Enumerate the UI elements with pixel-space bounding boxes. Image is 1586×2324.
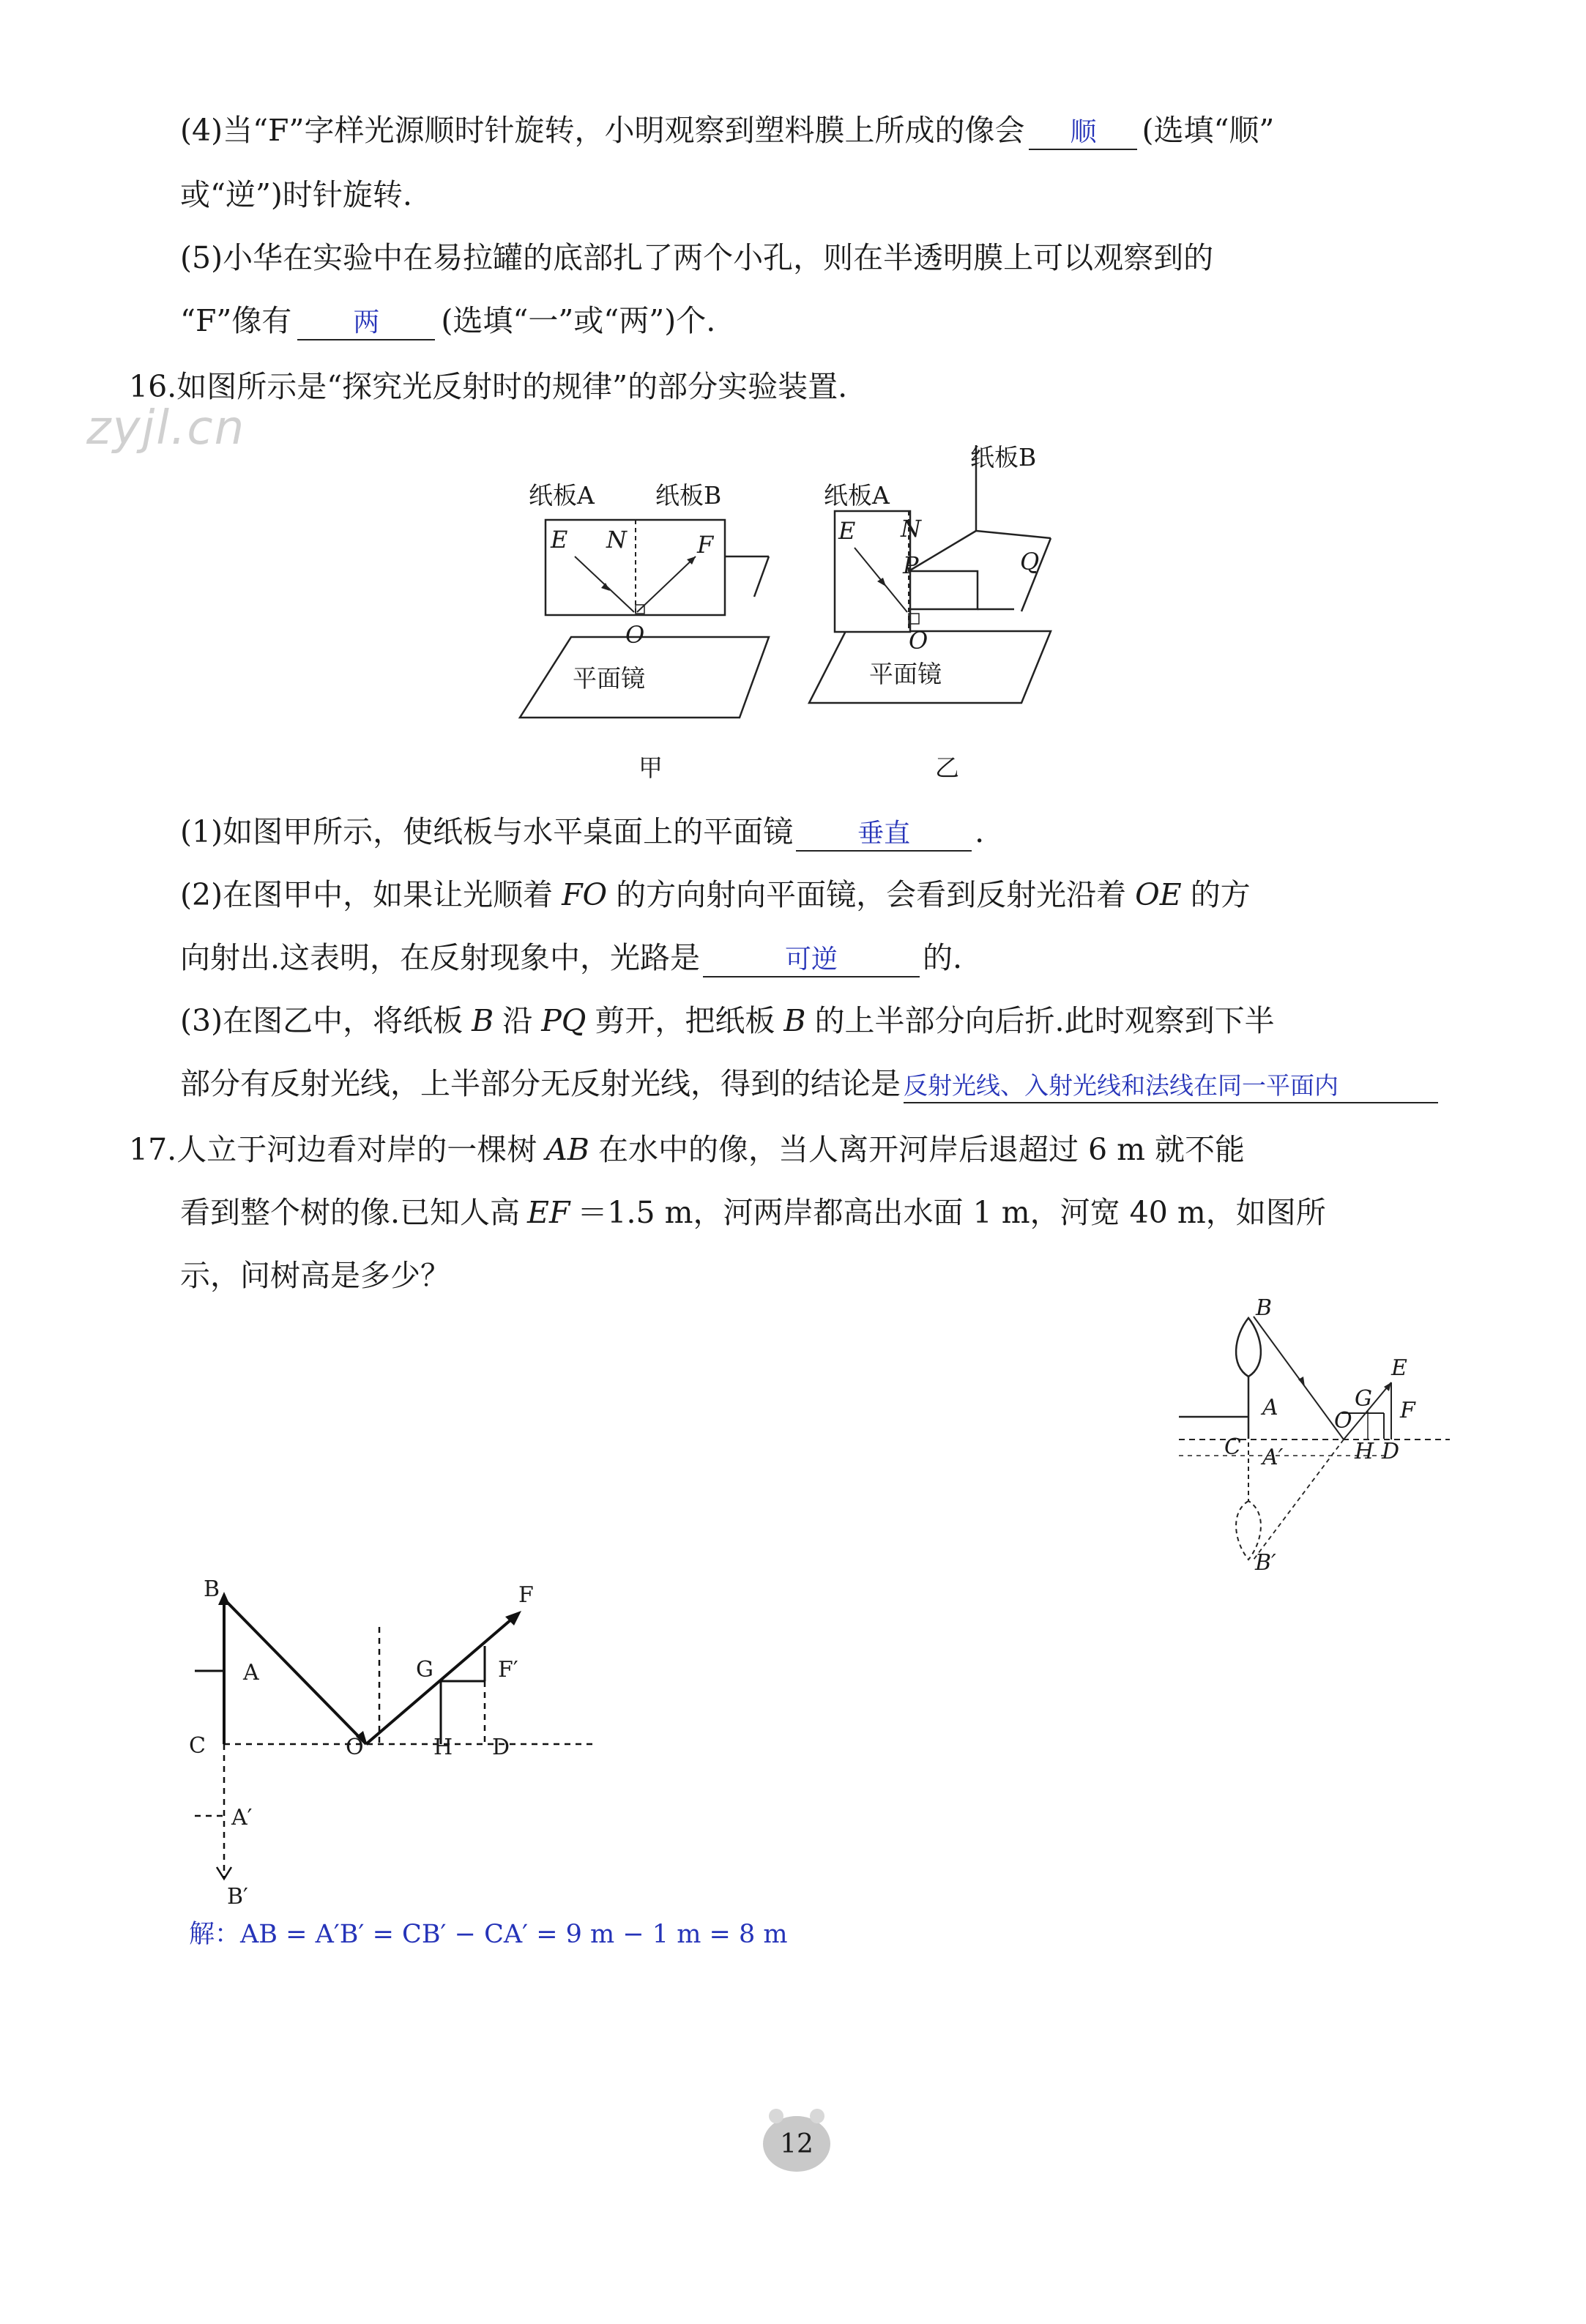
- q15-part5-text: “F”像有: [180, 303, 292, 338]
- q15-part4-line2: 或“逆”)时针旋转.: [180, 177, 412, 212]
- yi-caption: 乙: [935, 753, 959, 782]
- fig17-label-d: D: [1382, 1439, 1400, 1464]
- watermark: zyjl.cn: [86, 401, 246, 455]
- sketch-label-b1: B′: [227, 1884, 248, 1910]
- q16-part1: [180, 811, 984, 852]
- q15-part5-hint: (选填“一”或“两”)个.: [441, 303, 716, 338]
- figure-yi: [802, 439, 1109, 782]
- q16-part3-b1: B: [472, 1003, 494, 1038]
- q15-part4-answer: 顺: [1029, 116, 1137, 150]
- q17-text-d: ＝1.5 m，河两岸都高出水面 1 m，河宽 40 m，如图所: [577, 1195, 1326, 1230]
- fig17-label-g: G: [1355, 1386, 1372, 1412]
- sketch-label-o: O: [346, 1735, 364, 1760]
- jia-mirror-label: 平面镜: [573, 664, 645, 693]
- q16-part2-text-d: 向射出.这表明，在反射现象中，光路是: [180, 940, 701, 975]
- q17-ab: AB: [546, 1132, 589, 1167]
- sketch-label-f: F: [518, 1582, 534, 1608]
- q16-part2-line1: [180, 874, 1251, 915]
- fig17-label-a: A: [1262, 1395, 1278, 1420]
- yi-label-e: E: [838, 517, 856, 545]
- q16-part2-oe: OE: [1135, 877, 1182, 912]
- sketch-label-f1: F′: [498, 1657, 518, 1683]
- figure-jia: [513, 439, 805, 782]
- jia-label-e: E: [551, 526, 568, 554]
- q17-solution: 解：AB = A′B′ = CB′ − CA′ = 9 m − 1 m = 8 m: [189, 1920, 788, 1949]
- jia-board-b-label: 纸板B: [655, 481, 722, 510]
- yi-board-b-label: 纸板B: [970, 443, 1037, 472]
- q16-part3-text-d: 的上半部分向后折.此时观察到下半: [814, 1003, 1275, 1038]
- sketch-label-c: C: [189, 1733, 206, 1759]
- fig17-label-e: E: [1391, 1355, 1407, 1381]
- q16-part3-answer: 反射光线、入射光线和法线在同一平面内: [904, 1070, 1438, 1103]
- q17-line1: [129, 1129, 1245, 1170]
- q16-part3-text-b: 沿: [502, 1003, 533, 1038]
- jia-label-n: N: [606, 526, 627, 554]
- q17-answer-sketch: [183, 1574, 622, 1955]
- q16-part2-fo: FO: [562, 877, 608, 912]
- yi-label-q: Q: [1020, 548, 1040, 576]
- q17-ef: EF: [527, 1195, 570, 1230]
- page-number: 12: [780, 2129, 814, 2159]
- sketch-label-a1: A′: [231, 1805, 253, 1830]
- q15-part4-text: (4)当“F”字样光源顺时针旋转，小明观察到塑料膜上所成的像会: [180, 113, 1025, 148]
- q16-stem: 16.如图所示是“探究光反射时的规律”的部分实验装置.: [129, 369, 848, 404]
- jia-caption: 甲: [639, 753, 663, 782]
- yi-board-a-label: 纸板A: [824, 481, 890, 510]
- yi-label-p: P: [903, 551, 919, 579]
- fig17-label-b1: B′: [1255, 1550, 1276, 1576]
- q16-part2-end: 的.: [923, 940, 963, 975]
- sketch-label-g: G: [416, 1657, 433, 1683]
- q17-figure: [1172, 1296, 1450, 1574]
- fig17-label-a1: A′: [1262, 1445, 1284, 1470]
- q16-part3-pq: PQ: [541, 1003, 587, 1038]
- jia-label-o: O: [625, 621, 645, 649]
- fig17-label-f: F: [1400, 1398, 1415, 1423]
- yi-label-n: N: [901, 515, 921, 543]
- q15-part5-answer: 两: [297, 307, 435, 340]
- q15-part4-line1: [180, 110, 1274, 151]
- sketch-label-h: H: [433, 1735, 453, 1760]
- q15-part5-line1: (5)小华在实验中在易拉罐的底部扎了两个小孔，则在半透明膜上可以观察到的: [180, 240, 1214, 275]
- q17-text-b: 在水中的像，当人离开河岸后退超过 6 m 就不能: [597, 1132, 1246, 1167]
- fig17-label-h: H: [1355, 1439, 1374, 1464]
- q15-part4-hint: (选填“顺”: [1142, 113, 1275, 148]
- q15-part5-line2: [180, 300, 715, 341]
- q16-part2-text-c: 的方: [1190, 877, 1251, 912]
- q16-part2-text-a: (2)在图甲中，如果让光顺着: [180, 877, 554, 912]
- q17-line2: [180, 1192, 1326, 1233]
- jia-board-a-label: 纸板A: [529, 481, 595, 510]
- q16-part3-text-c: 剪开，把纸板: [595, 1003, 775, 1038]
- q16-part3-text-a: (3)在图乙中，将纸板: [180, 1003, 463, 1038]
- q16-part1-text: (1)如图甲所示，使纸板与水平桌面上的平面镜: [180, 814, 794, 849]
- q16-part2-text-b: 的方向射向平面镜，会看到反射光沿着: [616, 877, 1127, 912]
- q16-part3-b2: B: [783, 1003, 806, 1038]
- sketch-label-b: B: [204, 1576, 220, 1602]
- jia-label-f: F: [697, 531, 714, 559]
- fig17-label-c: C: [1224, 1434, 1241, 1460]
- fig17-label-o: O: [1334, 1408, 1352, 1434]
- q17-text-c: 看到整个树的像.已知人高: [180, 1195, 521, 1230]
- yi-mirror-label: 平面镜: [869, 660, 942, 688]
- q17-text-a: 17.人立于河边看对岸的一棵树: [129, 1132, 537, 1167]
- q16-part2-answer: 可逆: [703, 944, 920, 977]
- q16-part1-answer: 垂直: [796, 818, 972, 852]
- q16-part1-end: .: [975, 814, 985, 849]
- fig17-label-b: B: [1256, 1295, 1273, 1321]
- q16-part3-text-e: 部分有反射光线，上半部分无反射光线，得到的结论是: [180, 1066, 901, 1101]
- q16-part2-line2: [180, 937, 962, 978]
- q17-line3: 示，问树高是多少？: [180, 1258, 450, 1293]
- sketch-label-a: A: [243, 1660, 259, 1686]
- q16-part3-line1: [180, 1000, 1275, 1041]
- sketch-label-d: D: [492, 1735, 510, 1760]
- q16-part3-line2: [180, 1063, 1438, 1104]
- page-number-badge: [754, 2104, 839, 2175]
- yi-label-o: O: [909, 627, 928, 655]
